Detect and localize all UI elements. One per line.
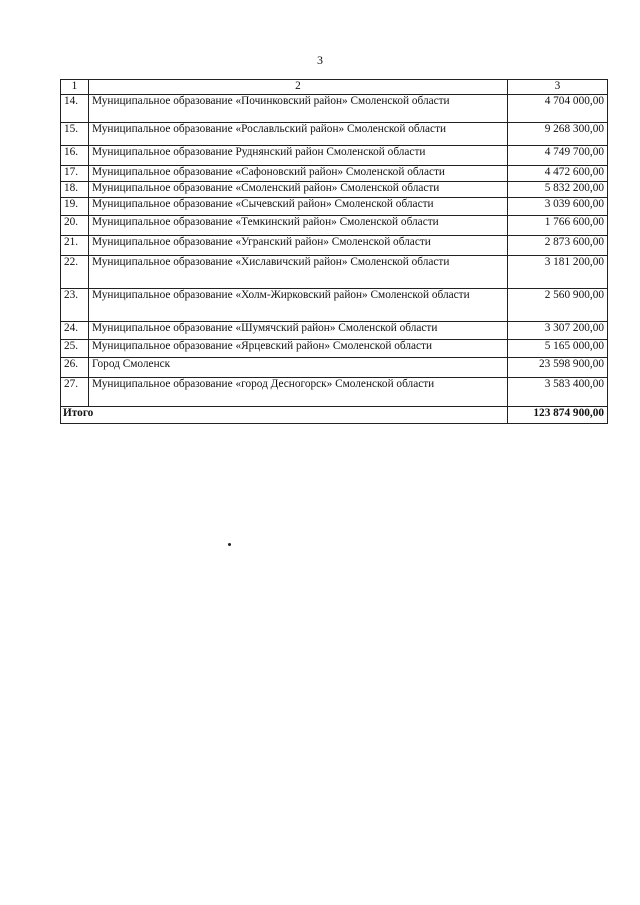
- table-row: [61, 95, 608, 123]
- table-total-row: [61, 407, 608, 424]
- row-amount: 3 039 600,00: [508, 198, 608, 216]
- table-row: [61, 123, 608, 146]
- table-row: [61, 322, 608, 340]
- row-number: 21.: [61, 236, 89, 256]
- table-row: [61, 182, 608, 198]
- row-amount: 5 165 000,00: [508, 340, 608, 358]
- table-row: [61, 256, 608, 289]
- row-municipality-name: Город Смоленск: [89, 358, 508, 378]
- row-municipality-name: Муниципальное образование «город Десногорск» Смоленской области: [89, 378, 508, 407]
- row-municipality-name: Муниципальное образование «Шумячский район» Смоленской области: [89, 322, 508, 340]
- row-municipality-name: Муниципальное образование «Угранский район» Смоленской области: [89, 236, 508, 256]
- row-amount: 4 704 000,00: [508, 95, 608, 123]
- row-number: 20.: [61, 216, 89, 236]
- row-amount: 4 749 700,00: [508, 146, 608, 166]
- row-municipality-name: Муниципальное образование Руднянский район Смоленской области: [89, 146, 508, 166]
- table-row: [61, 340, 608, 358]
- row-number: 14.: [61, 95, 89, 123]
- row-municipality-name: Муниципальное образование «Починковский район» Смоленской области: [89, 95, 508, 123]
- table-row: [61, 378, 608, 407]
- row-amount: 9 268 300,00: [508, 123, 608, 146]
- row-municipality-name: Муниципальное образование «Хиславичский район» Смоленской области: [89, 256, 508, 289]
- row-amount: 3 307 200,00: [508, 322, 608, 340]
- table-header-row: [61, 80, 608, 95]
- header-cell-sum: 3: [508, 80, 608, 95]
- table-row: [61, 289, 608, 322]
- row-number: 23.: [61, 289, 89, 322]
- row-number: 25.: [61, 340, 89, 358]
- row-number: 16.: [61, 146, 89, 166]
- total-label: Итого: [61, 407, 508, 424]
- row-number: 22.: [61, 256, 89, 289]
- row-number: 27.: [61, 378, 89, 407]
- row-number: 26.: [61, 358, 89, 378]
- row-number: 24.: [61, 322, 89, 340]
- row-amount: 3 181 200,00: [508, 256, 608, 289]
- table-row: [61, 358, 608, 378]
- page-number: 3: [317, 53, 323, 67]
- header-cell-number: 1: [61, 80, 89, 95]
- header-cell-name: 2: [89, 80, 508, 95]
- allocation-table: [60, 79, 608, 424]
- row-number: 19.: [61, 198, 89, 216]
- row-amount: 2 873 600,00: [508, 236, 608, 256]
- row-number: 17.: [61, 166, 89, 182]
- row-municipality-name: Муниципальное образование «Ярцевский район» Смоленской области: [89, 340, 508, 358]
- row-municipality-name: Муниципальное образование «Рославльский район» Смоленской области: [89, 123, 508, 146]
- table-row: [61, 236, 608, 256]
- row-amount: 1 766 600,00: [508, 216, 608, 236]
- row-municipality-name: Муниципальное образование «Сычевский район» Смоленской области: [89, 198, 508, 216]
- row-amount: 2 560 900,00: [508, 289, 608, 322]
- row-municipality-name: Муниципальное образование «Сафоновский район» Смоленской области: [89, 166, 508, 182]
- row-number: 18.: [61, 182, 89, 198]
- row-amount: 4 472 600,00: [508, 166, 608, 182]
- row-municipality-name: Муниципальное образование «Смоленский район» Смоленской области: [89, 182, 508, 198]
- table-row: [61, 166, 608, 182]
- row-amount: 23 598 900,00: [508, 358, 608, 378]
- table-row: [61, 216, 608, 236]
- total-amount: 123 874 900,00: [508, 407, 608, 424]
- row-municipality-name: Муниципальное образование «Темкинский район» Смоленской области: [89, 216, 508, 236]
- row-municipality-name: Муниципальное образование «Холм-Жирковский район» Смоленской области: [89, 289, 508, 322]
- row-amount: 5 832 200,00: [508, 182, 608, 198]
- table-row: [61, 198, 608, 216]
- row-amount: 3 583 400,00: [508, 378, 608, 407]
- table-row: [61, 146, 608, 166]
- row-number: 15.: [61, 123, 89, 146]
- stray-mark: [228, 543, 231, 546]
